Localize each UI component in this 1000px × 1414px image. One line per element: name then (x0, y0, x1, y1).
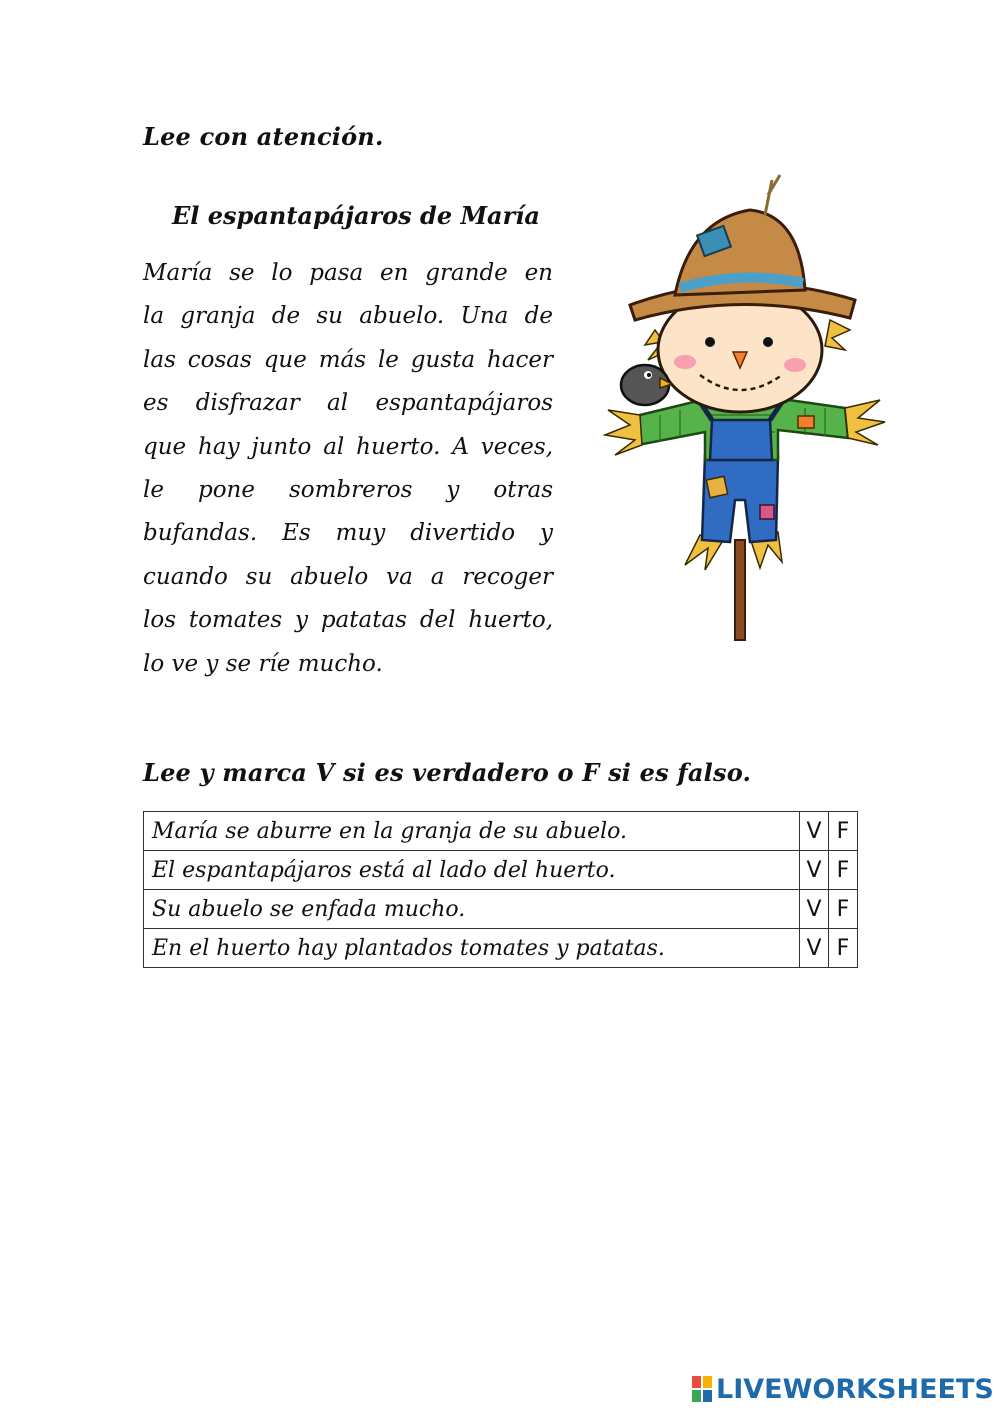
brand-name: LIVEWORKSHEETS (716, 1373, 994, 1405)
story-line: bufandas. Es muy divertido y (143, 520, 553, 547)
table-row (144, 929, 858, 968)
table-row (144, 851, 858, 890)
false-option[interactable]: F (829, 890, 858, 929)
story-line: cuando su abuelo va a recoger (143, 563, 553, 590)
false-option[interactable]: F (829, 851, 858, 890)
table-row (144, 812, 858, 851)
story-line: la granja de su abuelo. Una de (143, 303, 553, 330)
instruction-read: Lee con atención. (143, 122, 384, 151)
story-line: que hay junto al huerto. A veces, (143, 433, 553, 460)
story-line: María se lo pasa en grande en (143, 260, 553, 286)
scarecrow-illustration (600, 170, 890, 645)
false-option[interactable]: F (829, 929, 858, 968)
story-text (143, 252, 553, 686)
false-option[interactable]: F (829, 812, 858, 851)
true-option[interactable]: V (800, 890, 829, 929)
table-row (144, 890, 858, 929)
liveworksheets-mark-icon (692, 1376, 712, 1402)
statement-cell: En el huerto hay plantados tomates y patatas. (144, 929, 800, 968)
story-line: los tomates y patatas del huerto, (143, 607, 553, 634)
statement-cell: María se aburre en la granja de su abuelo. (144, 812, 800, 851)
story-line: es disfrazar al espantapájaros (143, 390, 553, 417)
instruction-mark: Lee y marca V si es verdadero o F si es falso. (143, 758, 752, 787)
true-option[interactable]: V (800, 929, 829, 968)
true-option[interactable]: V (800, 812, 829, 851)
story-line: las cosas que más le gusta hacer (143, 346, 553, 373)
statement-cell: El espantapájaros está al lado del huerto. (144, 851, 800, 890)
statement-cell: Su abuelo se enfada mucho. (144, 890, 800, 929)
story-line: le pone sombreros y otras (143, 476, 553, 503)
true-option[interactable]: V (800, 851, 829, 890)
story-line: lo ve y se ríe mucho. (143, 650, 383, 677)
true-false-table (143, 811, 858, 968)
story-title: El espantapájaros de María (172, 201, 540, 230)
liveworksheets-logo[interactable] (692, 1374, 994, 1404)
